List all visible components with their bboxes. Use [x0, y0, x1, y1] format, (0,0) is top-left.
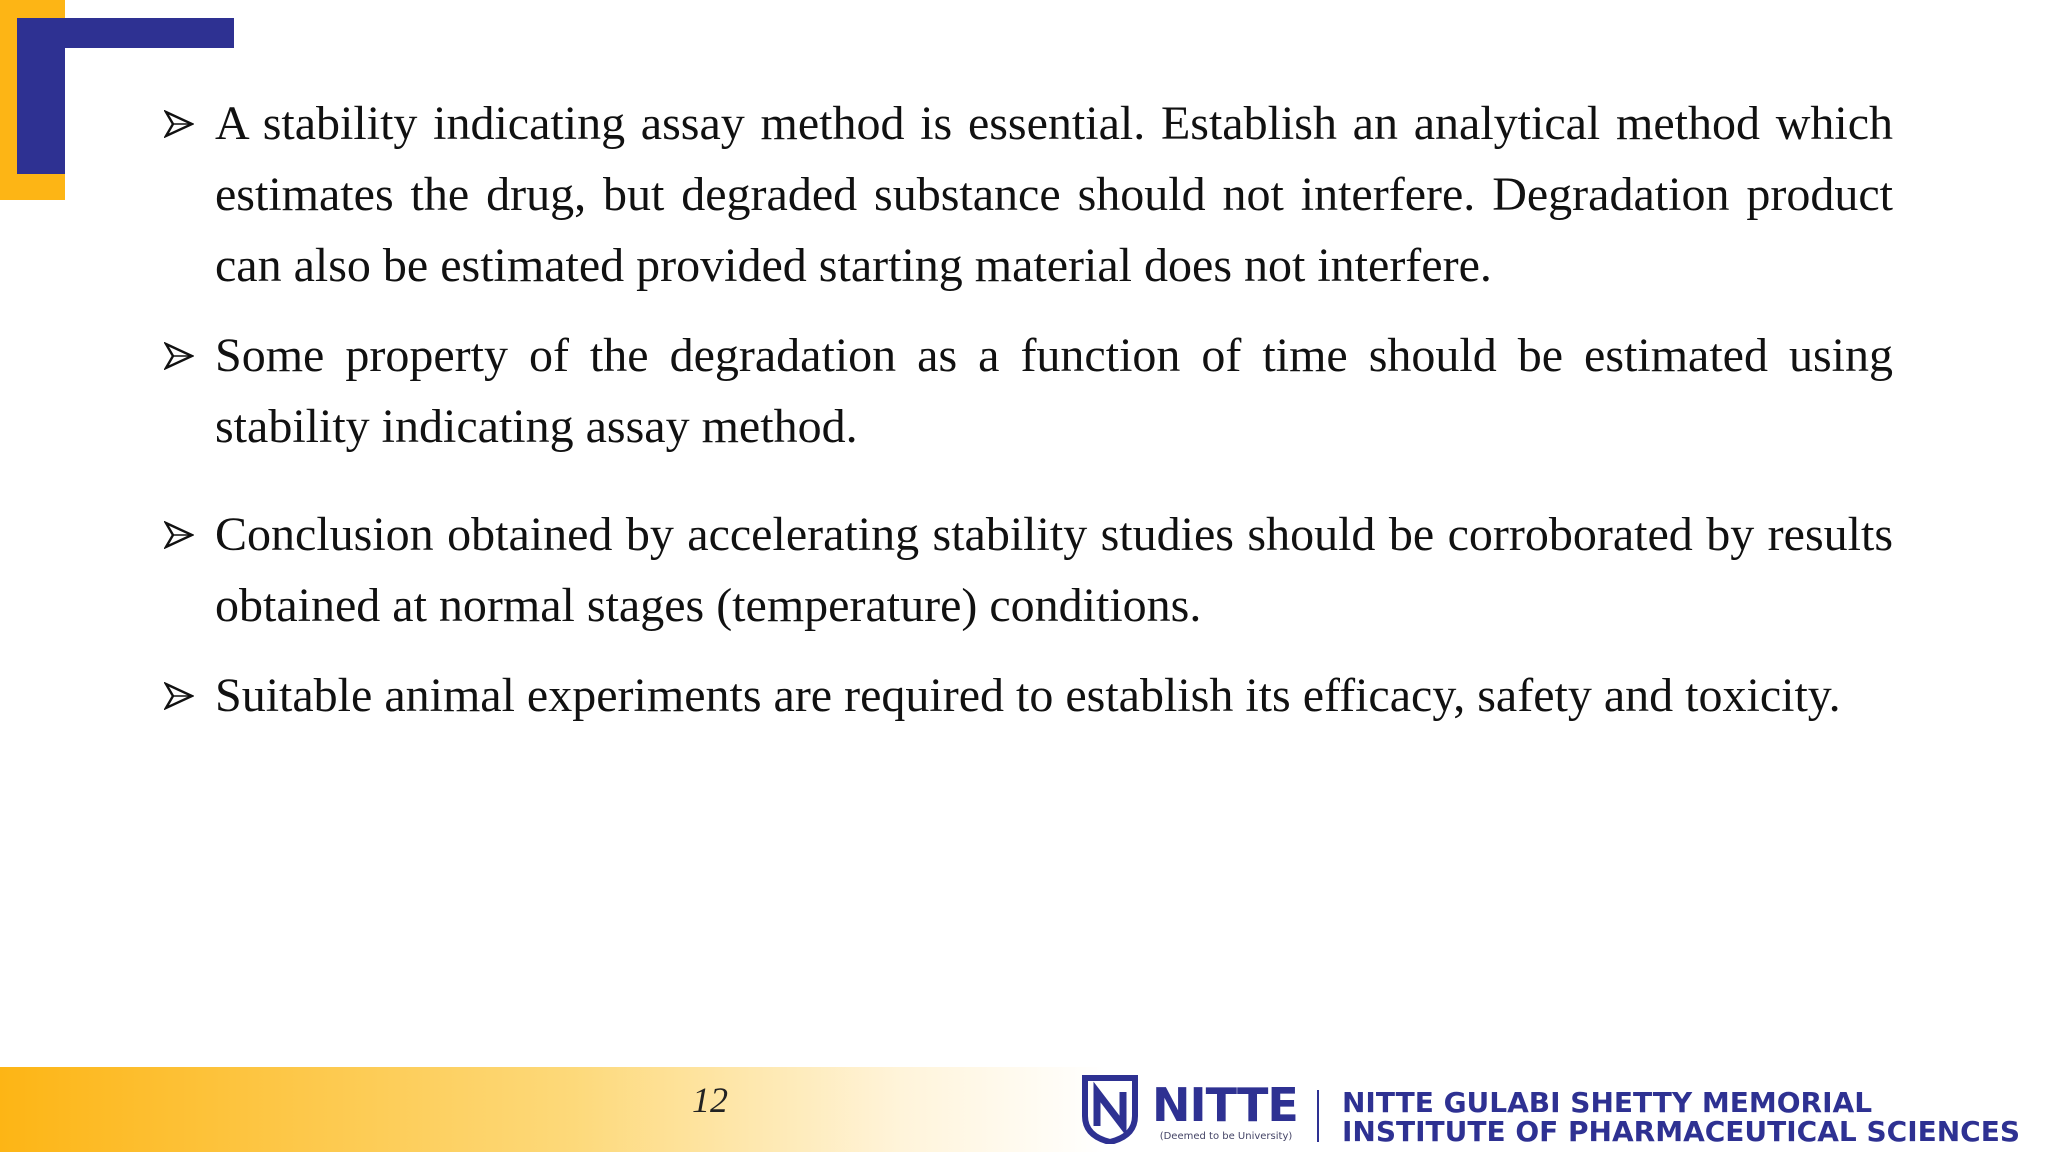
bullet-item	[155, 320, 1893, 462]
page-number: 12	[692, 1080, 728, 1120]
bullet-item	[155, 499, 1893, 641]
arrow-bullet-icon	[159, 320, 199, 391]
institute-line-1: NITTE GULABI SHETTY MEMORIAL	[1342, 1086, 1873, 1119]
institute-name	[1342, 1088, 2020, 1146]
corner-decoration-blue-horizontal	[17, 18, 234, 48]
bullet-text: Some property of the degradation as a function of time should be estimated using stability indicating assay method.	[215, 329, 1893, 453]
bullet-text: A stability indicating assay method is essential. Establish an analytical method which estimates the drug, but degraded substance should not interfere. Degradation product can also be estimated provided starting material does not interfere.	[215, 97, 1893, 292]
bullet-text: Suitable animal experiments are required to establish its efficacy, safety and toxicity.	[215, 669, 1841, 722]
brand-name: NITTE	[1152, 1078, 1298, 1132]
arrow-bullet-icon	[159, 660, 199, 731]
nitte-logo-icon	[1080, 1074, 1140, 1144]
brand-tagline: (Deemed to be University)	[1159, 1131, 1293, 1142]
arrow-bullet-icon	[159, 88, 199, 159]
bullet-list	[155, 88, 1893, 731]
footer-divider	[1317, 1090, 1319, 1142]
bullet-item	[155, 660, 1893, 731]
arrow-bullet-icon	[159, 499, 199, 570]
institute-line-2: INSTITUTE OF PHARMACEUTICAL SCIENCES	[1342, 1115, 2021, 1148]
bullet-text: Conclusion obtained by accelerating stability studies should be corroborated by results obtained at normal stages (temperature) conditions.	[215, 508, 1893, 632]
bullet-item	[155, 88, 1893, 301]
